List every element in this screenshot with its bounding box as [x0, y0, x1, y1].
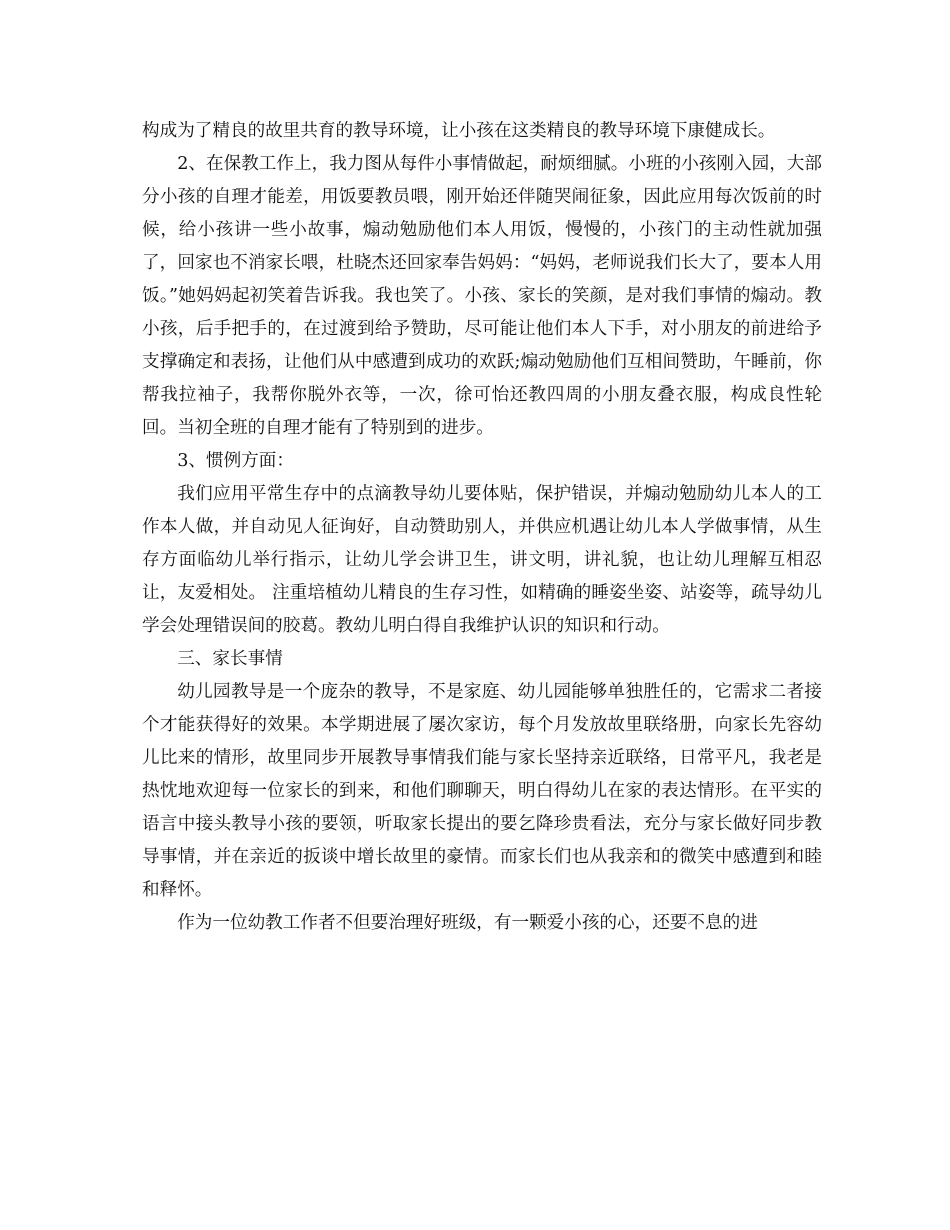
paragraph-2: 2、在保教工作上，我力图从每件小事情做起，耐烦细腻。小班的小孩刚入园，大部分小孩的自理才能差，用饭要教员喂，刚开始还伴随哭闹征象，因此应用每次饭前的时候，给小孩讲一些小故事，煽动勉励他们本人用饭，慢慢的，小孩门的主动性就加强了，回家也不消家长喂，杜晓杰还回家奉告妈妈：“妈妈，老师说我们长大了，要本人用饭。”她妈妈起初笑着告诉我。我也笑了。小孩、家长的笑颜，是对我们事情的煽动。教小孩，后手把手的，在过渡到给予赞助，尽可能让他们本人下手，对小朋友的前进给予支撑确定和表扬，让他们从中感遭到成功的欢跃;煽动勉励他们互相间赞助，午睡前，你帮我拉袖子，我帮你脱外衣等，一次，徐可怡还教四周的小朋友叠衣服，构成良性轮回。当初全班的自理才能有了特别到的进步。 — [142, 154, 822, 438]
paragraph-6: 幼儿园教导是一个庞杂的教导，不是家庭、幼儿园能够单独胜任的，它需求二者接个才能获得好的效果。本学期进展了屡次家访，每个月发放故里联络册，向家长先容幼儿比来的情形，故里同步开展教导事情我们能与家长坚持亲近联络，日常平凡，我老是热忱地欢迎每一位家长的到来，和他们聊聊天，明白得幼儿在家的表达情形。在平实的语言中接头教导小孩的要领，听取家长提出的要乞降珍贵看法，充分与家长做好同步教导事情，并在亲近的扳谈中增长故里的豪情。而家长们也从我亲和的微笑中感遭到和睦和释怀。 — [142, 682, 822, 900]
paragraph-7: 作为一位幼教工作者不但要治理好班级，有一颗爱小孩的心，还要不息的进 — [177, 913, 758, 933]
paragraph-4: 我们应用平常生存中的点滴教导幼儿要体贴，保护错误，并煽动勉励幼儿本人的工作本人做，并自动见人征询好，自动赞助别人，并供应机遇让幼儿本人学做事情，从生存方面临幼儿举行指示，让幼儿学会讲卫生，讲文明，讲礼貌，也让幼儿理解互相忍让，友爱相处。 注重培植幼儿精良的生存习性，如精确的睡姿坐姿、站姿等，疏导幼儿学会处理错误间的胶葛。教幼儿明白得自我维护认识的知识和行动。 — [142, 484, 822, 636]
paragraph-3: 3、惯例方面： — [177, 451, 294, 471]
paragraph-1: 构成为了精良的故里共育的教导环境，让小孩在这类精良的教导环境下康健成长。 — [142, 121, 776, 141]
document-body — [142, 115, 822, 940]
section-heading-parents: 三、家长事情 — [177, 649, 283, 669]
